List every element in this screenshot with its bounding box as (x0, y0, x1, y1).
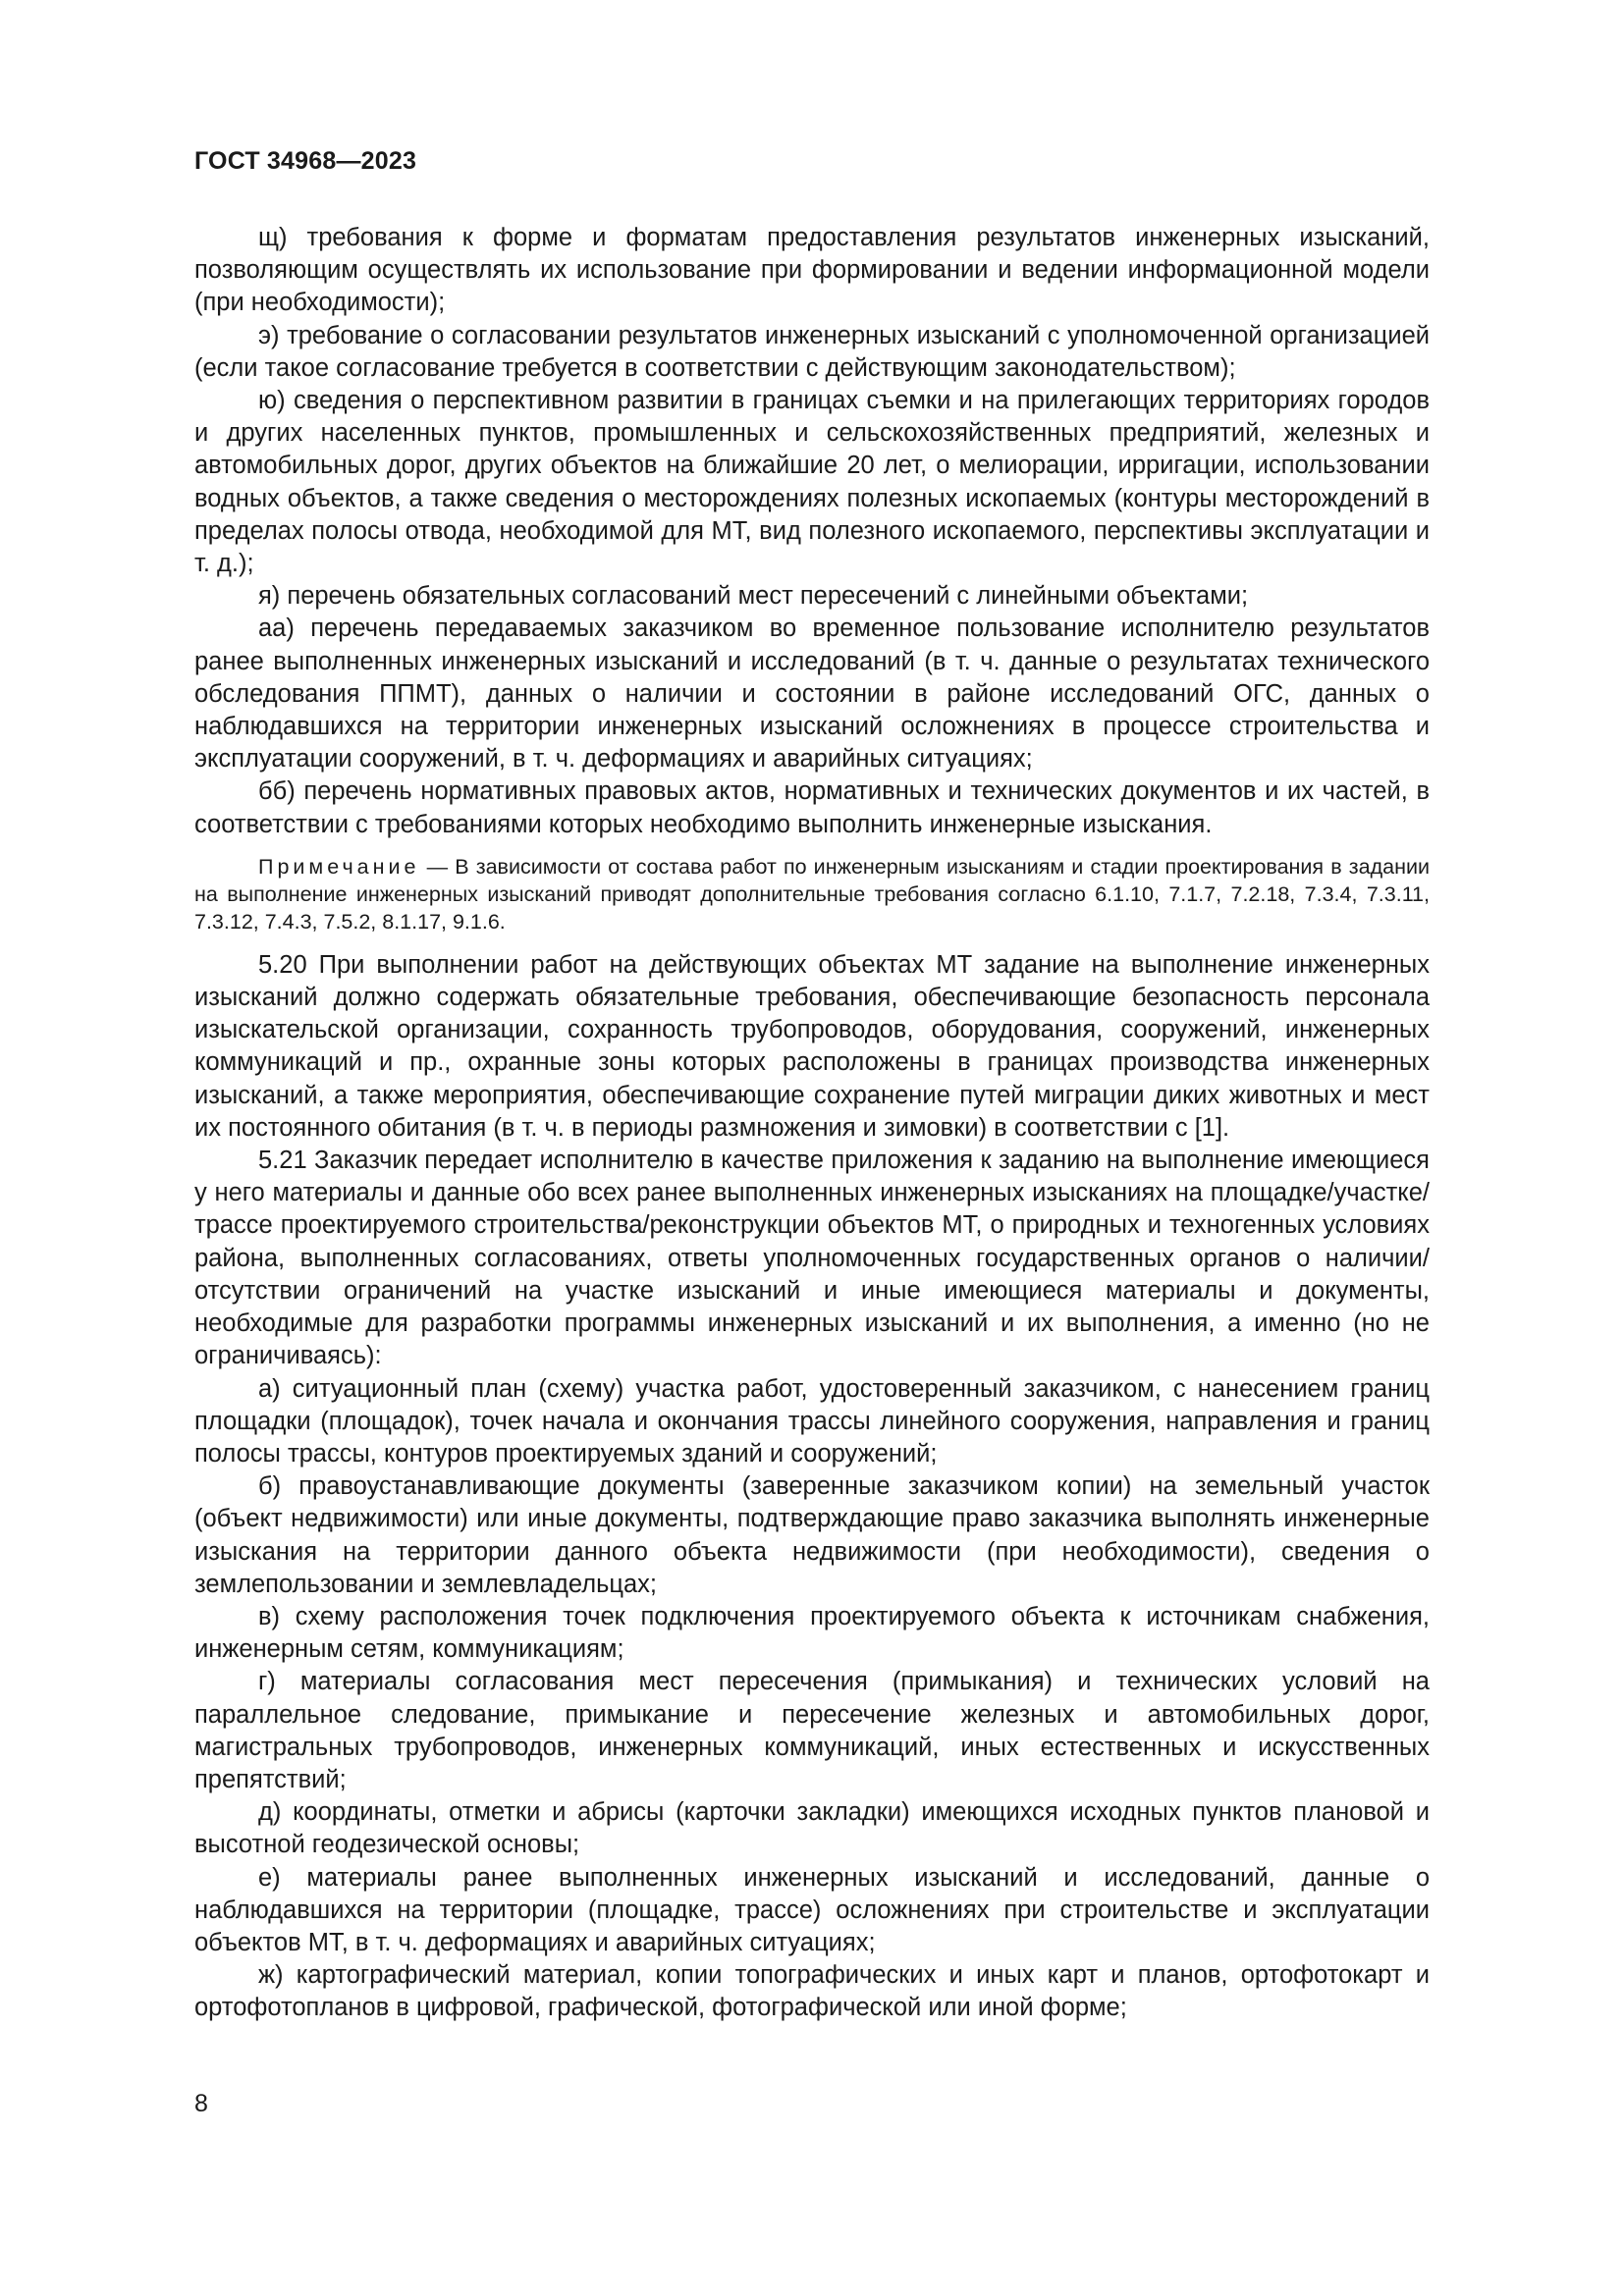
list-item-d: д) координаты, отметки и абрисы (карточки закладки) имеющихся исходных пунктов плановой и высотной геодезической основы; (194, 1798, 1430, 1859)
list-item-zh: ж) картографический материал, копии топографических и иных карт и планов, ортофотокарт и ортофотопланов в цифровой, графической, фотографической или иной форме; (194, 1961, 1430, 2022)
document-header: ГОСТ 34968—2023 (194, 147, 417, 175)
list-item-yu: ю) сведения о перспективном развитии в границах съемки и на прилегающих территориях городов и других населенных пунктов, промышленных и сельскохозяйственных предприятий, железных и автомобильных дорог, других объектов на ближайшие 20 лет, о мелиорации, ирригации, использовании водных объектов, а также сведения о месторождениях полезных ископаемых (контуры месторождений в пределах полосы отвода, необходимой для МТ, вид полезного ископаемого, перспективы эксплуатации и т. д.); (194, 387, 1430, 578)
note (194, 853, 1430, 935)
note-label: Примечание (258, 854, 420, 879)
list-item-a: а) ситуационный план (схему) участка работ, удостоверенный заказчиком, с нанесением границ площадки (площадок), точек начала и окончания трассы линейного сооружения, направления и границ полосы трассы, контуров проектируемых зданий и сооружений; (194, 1374, 1430, 1468)
list-item-v: в) схему расположения точек подключения проектируемого объекта к источникам снабжения, инженерным сетям, коммуникациям; (194, 1602, 1430, 1664)
document-body (194, 222, 1430, 2025)
page-number: 8 (194, 2090, 208, 2117)
list-item-e2: е) материалы ранее выполненных инженерных изысканий и исследований, данные о наблюдавшихся на территории (площадке, трассе) осложнениях при строительстве и эксплуатации объектов МТ, в т. ч. деформациях и аварийных ситуациях; (194, 1863, 1430, 1956)
list-item-shch: щ) требования к форме и форматам предоставления результатов инженерных изысканий, позволяющим осуществлять их использование при формировании и ведении информационной модели (при необходимости); (194, 224, 1430, 317)
note-text: — В зависимости от состава работ по инженерным изысканиям и стадии проектирования в задании на выполнение инженерных изысканий приводят дополнительные требования согласно 6.1.10, 7.1.7, 7.2.18, 7.3.4, 7.3.11, 7.3.12, 7.4.3, 7.5.2, 8.1.17, 9.1.6. (194, 854, 1430, 934)
clause-5-21: 5.21 Заказчик передает исполнителю в качестве приложения к заданию на выполнение имеющиеся у него материалы и данные обо всех ранее выполненных инженерных изысканиях на площадке/участке/трассе проектируемого строительства/реконструкции объектов МТ, о природных и техногенных условиях района, выполненных согласованиях, ответы уполномоченных государственных органов о наличии/отсутствии ограничений на участке изысканий и иные имеющиеся материалы и документы, необходимые для разработки программы инженерных изысканий и их выполнения, а именно (но не ограничиваясь): (194, 1147, 1430, 1370)
clause-5-20: 5.20 При выполнении работ на действующих объектах МТ задание на выполнение инженерных изысканий должно содержать обязательные требования, обеспечивающие безопасность персонала изыскательской организации, сохранность трубопроводов, оборудования, сооружений, инженерных коммуникаций и пр., охранные зоны которых расположены в границах производства инженерных изысканий, а также мероприятия, обеспечивающие сохранение путей миграции диких животных и мест их постоянного обитания (в т. ч. в периоды размножения и зимовки) в соответствии с [1]. (194, 950, 1430, 1142)
list-item-aa: аа) перечень передаваемых заказчиком во временное пользование исполнителю результатов ранее выполненных инженерных изысканий и исследований (в т. ч. данные о результатах технического обследования ППМТ), данных о наличии и состоянии в районе исследований ОГС, данных о наблюдавшихся на территории инженерных изысканий осложнениях в процессе строительства и эксплуатации сооружений, в т. ч. деформациях и аварийных ситуациях; (194, 614, 1430, 774)
list-item-b: б) правоустанавливающие документы (заверенные заказчиком копии) на земельный участок (объект недвижимости) или иные документы, подтверждающие право заказчика выполнять инженерные изыскания на территории данного объекта недвижимости (при необходимости), сведения о землепользовании и землевладельцах; (194, 1472, 1430, 1598)
list-item-g: г) материалы согласования мест пересечения (примыкания) и технических условий на параллельное следование, примыкание и пересечение железных и автомобильных дорог, магистральных трубопроводов, инженерных коммуникаций, иных естественных и искусственных препятствий; (194, 1668, 1430, 1793)
list-item-e: э) требование о согласовании результатов инженерных изысканий с уполномоченной организацией (если такое согласование требуется в соответствии с действующим законодательством); (194, 321, 1430, 382)
list-item-ya: я) перечень обязательных согласований мест пересечений с линейными объектами; (258, 582, 1249, 611)
list-item-bb: бб) перечень нормативных правовых актов, нормативных и технических документов и их частей, в соответствии с требованиями которых необходимо выполнить инженерные изыскания. (194, 777, 1430, 838)
